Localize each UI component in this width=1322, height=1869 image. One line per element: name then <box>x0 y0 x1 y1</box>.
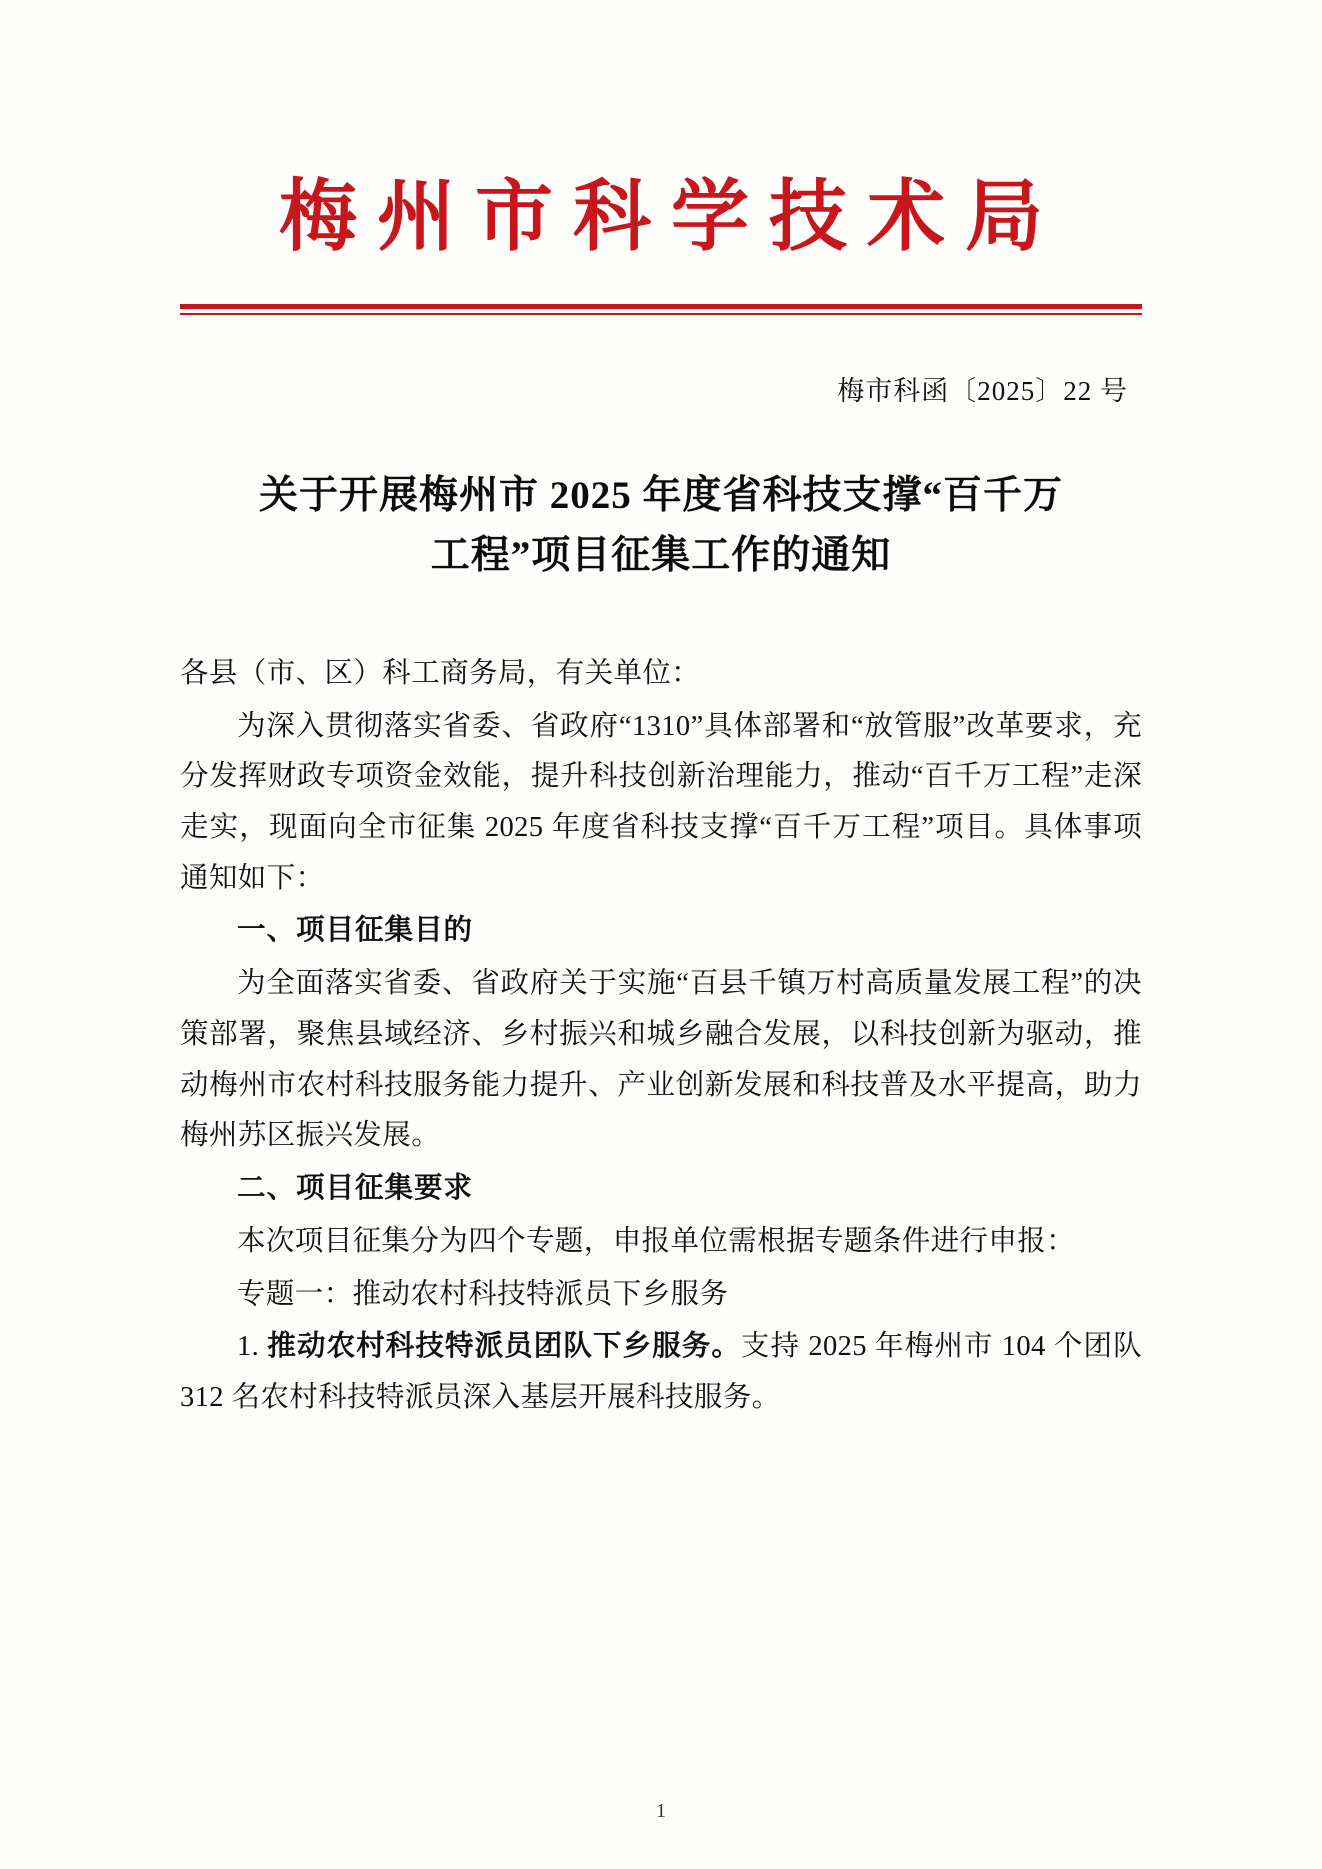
page-title <box>180 466 1142 587</box>
section-1-paragraph: 为全面落实省委、省政府关于实施“百县千镇万村高质量发展工程”的决策部署，聚焦县域经济、乡村振兴和城乡融合发展，以科技创新为驱动，推动梅州市农村科技服务能力提升、产业创新发展和科技普及水平提高，助力梅州苏区振兴发展。 <box>180 968 1142 1152</box>
document-number: 梅市科函〔2025〕22 号 <box>837 376 1128 406</box>
section-2-heading: 二、项目征集要求 <box>237 1173 474 1205</box>
issuing-organization: 梅州市科学技术局 <box>278 173 1063 260</box>
section-1-heading: 一、项目征集目的 <box>237 915 474 947</box>
recipient-line: 各县（市、区）科工商务局，有关单位： <box>180 657 701 689</box>
page-number: 1 <box>656 1800 666 1822</box>
page-title-line-2: 工程”项目征集工作的通知 <box>430 534 892 578</box>
topic-1-label: 专题一：推动农村科技特派员下乡服务 <box>237 1278 729 1310</box>
topic-1-item-1-title: 推动农村科技特派员团队下乡服务。 <box>267 1331 741 1363</box>
section-2-paragraph: 本次项目征集分为四个专题，申报单位需根据专题条件进行申报： <box>237 1225 1076 1257</box>
topic-1-item-1-text: 支持 2025 年梅州市 104 个团队 312 名农村科技特派员深入基层开展科技服务。 <box>180 1331 1143 1413</box>
intro-paragraph: 为深入贯彻落实省委、省政府“1310”具体部署和“放管服”改革要求，充分发挥财政专项资金效能，提升科技创新治理能力，推动“百千万工程”走深走实，现面向全市征集 2025 年度省科技支撑“百千万工程”项目。具体事项通知如下： <box>180 710 1142 894</box>
letterhead-divider <box>180 304 1142 309</box>
document-body <box>180 649 1142 1424</box>
topic-1-item-1 <box>180 1322 1142 1423</box>
letterhead <box>180 0 1142 309</box>
topic-1-item-1-number: 1. <box>237 1331 268 1363</box>
page-title-line-1: 关于开展梅州市 2025 年度省科技支撑“百千万 <box>258 474 1063 517</box>
